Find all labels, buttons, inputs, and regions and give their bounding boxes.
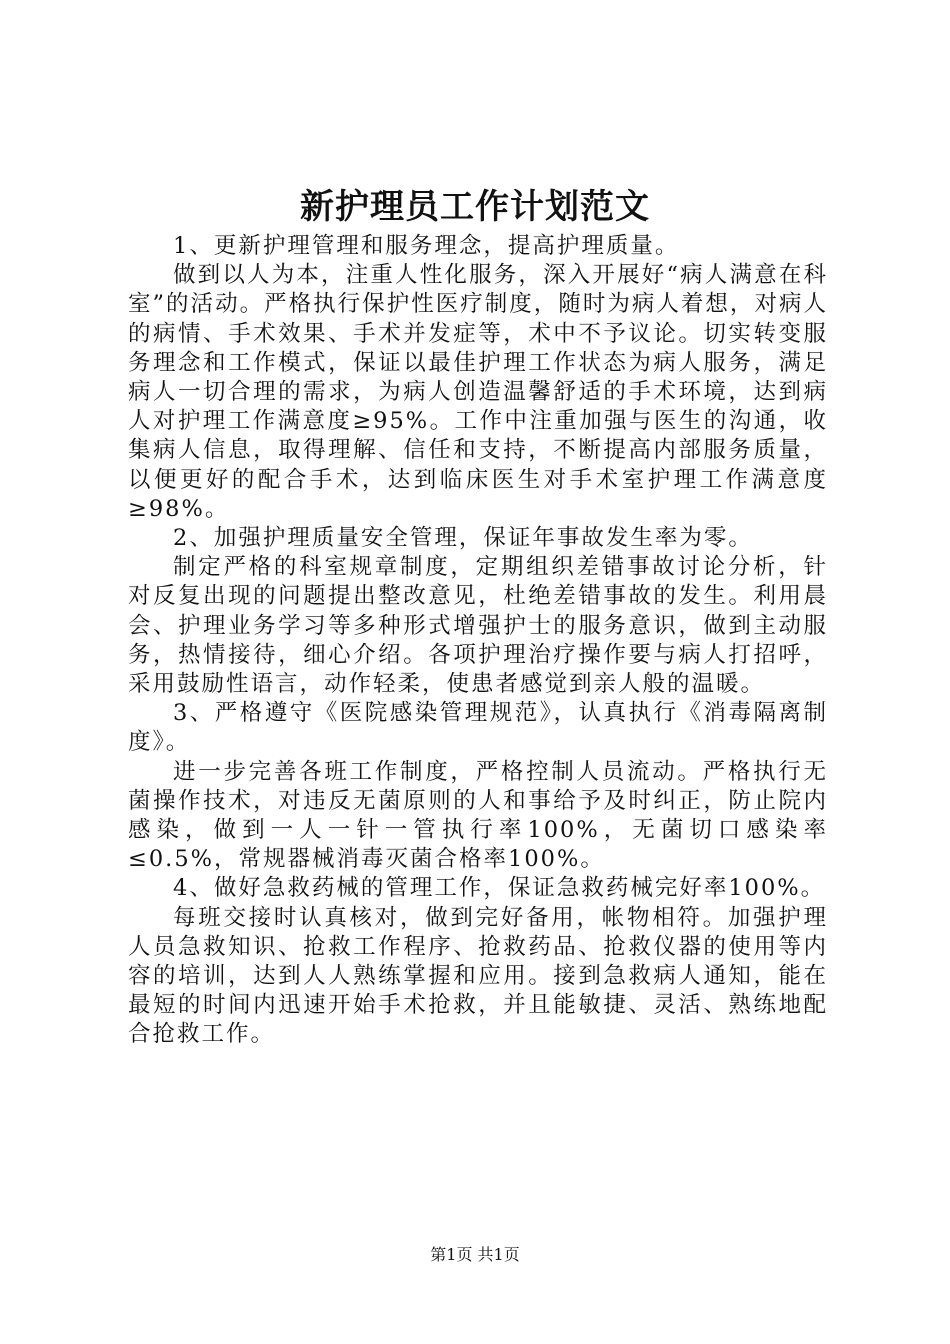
- paragraph-1: 做到以人为本，注重人性化服务，深入开展好“病人满意在科室”的活动。严格执行保护性医疗制度，随时为病人着想，对病人的病情、手术效果、手术并发症等，术中不予议论。切实转变服务理念和工作模式，保证以最佳护理工作状态为病人服务，满足病人一切合理的需求，为病人创造温馨舒适的手术环境，达到病人对护理工作满意度≥95%。工作中注重加强与医生的沟通，收集病人信息，取得理解、信任和支持，不断提高内部服务质量，以便更好的配合手术，达到临床医生对手术室护理工作满意度≥98%。: [128, 262, 828, 522]
- paragraph-4: 每班交接时认真核对，做到完好备用，帐物相符。加强护理人员急救知识、抢救工作程序、抢救药品、抢救仪器的使用等内容的培训，达到人人熟练掌握和应用。接到急救病人通知，能在最短的时间内迅速开始手术抢救，并且能敏捷、灵活、熟练地配合抢救工作。: [128, 904, 828, 1048]
- document-body: [128, 232, 828, 1050]
- section-heading-2: 2、加强护理质量安全管理，保证年事故发生率为零。: [173, 525, 753, 552]
- paragraph-3: 进一步完善各班工作制度，严格控制人员流动。严格执行无菌操作技术，对违反无菌原则的人和事给予及时纠正，防止院内感染，做到一人一针一管执行率100%，无菌切口感染率≤0.5%，常规器械消毒灭菌合格率100%。: [128, 758, 828, 873]
- document-title: 新护理员工作计划范文: [300, 187, 650, 227]
- paragraph-2: 制定严格的科室规章制度，定期组织差错事故讨论分析，针对反复出现的问题提出整改意见，杜绝差错事故的发生。利用晨会、护理业务学习等多种形式增强护士的服务意识，做到主动服务，热情接待，细心介绍。各项护理治疗操作要与病人打招呼，采用鼓励性语言，动作轻柔，使患者感觉到亲人般的温暖。: [128, 554, 828, 698]
- section-heading-1: 1、更新护理管理和服务理念，提高护理质量。: [173, 233, 680, 259]
- section-heading-3: 3、严格遵守《医院感染管理规范》，认真执行《消毒隔离制度》。: [128, 700, 828, 756]
- section-heading-4: 4、做好急救药械的管理工作，保证急救药械完好率100%。: [173, 875, 826, 902]
- page-number-footer: 第1页 共1页: [430, 1245, 520, 1264]
